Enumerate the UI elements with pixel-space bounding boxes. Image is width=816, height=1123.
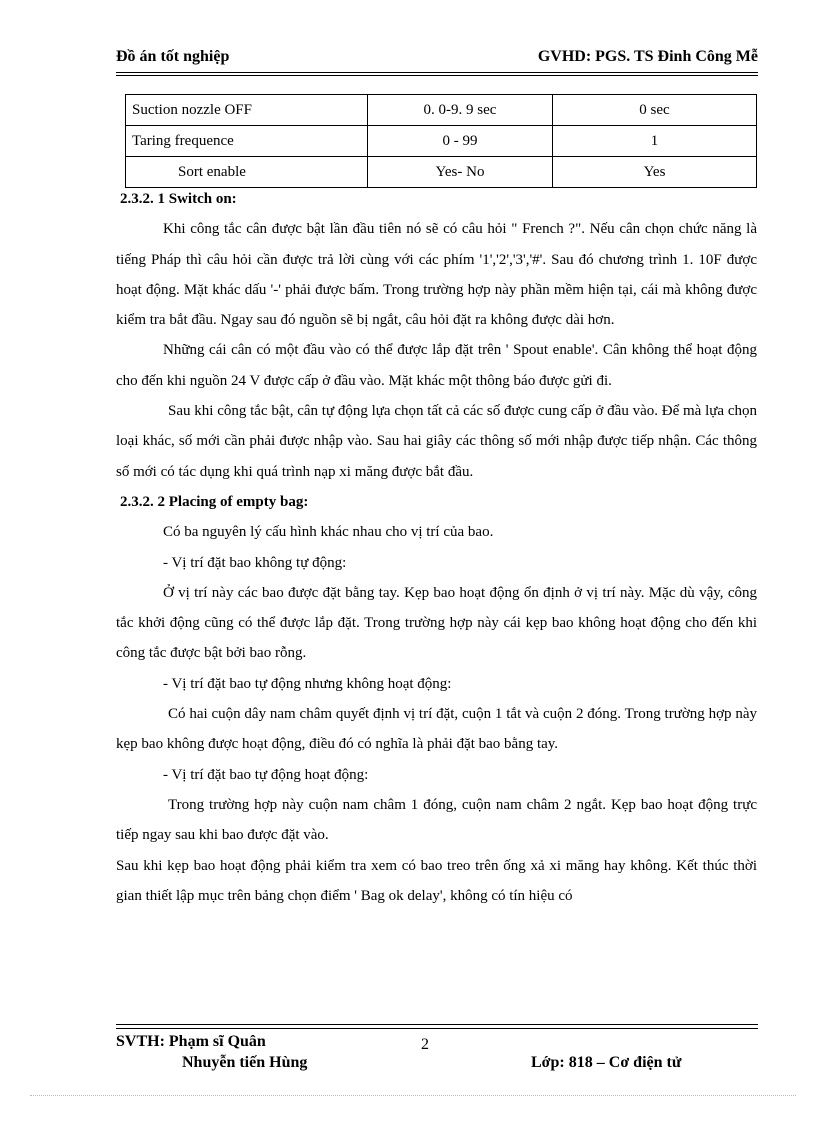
table-cell: Taring frequence xyxy=(126,126,368,157)
header-supervisor: GVHD: PGS. TS Đinh Công Mễ xyxy=(537,48,758,65)
table-row xyxy=(126,95,757,126)
paragraph: Có ba nguyên lý cấu hình khác nhau cho vị trí của bao. xyxy=(163,524,494,541)
header-rule xyxy=(116,72,758,73)
page-bottom-divider xyxy=(30,1095,796,1096)
table-cell: 0 - 99 xyxy=(368,126,553,157)
table-cell: Yes- No xyxy=(368,157,553,188)
section-heading: 2.3.2. 2 Placing of empty bag: xyxy=(120,493,309,510)
paragraph: Có hai cuộn dây nam châm quyết định vị trí đặt, cuộn 1 tắt và cuộn 2 đóng. Trong trường hợp này kẹp bao không được hoạt động, điều đó có nghĩa là phải đặt bao bằng tay. xyxy=(116,706,757,753)
table-cell: Sort enable xyxy=(126,157,368,188)
paragraph: Sau khi công tắc bật, cân tự động lựa chọn tất cả các số được cung cấp ở đầu vào. Để mà lựa chọn loại khác, số mới cần phải được nhập vào. Sau hai giây các thông số mới nhập được tiếp nhận. Các thông số mới có tác dụng khi quá trình nạp xi măng được bắt đầu. xyxy=(116,403,757,480)
header-title: Đồ án tốt nghiệp xyxy=(116,48,230,65)
paragraph: - Vị trí đặt bao tự động hoạt động: xyxy=(163,766,369,783)
paragraph: Những cái cân có một đầu vào có thể được lắp đặt trên ' Spout enable'. Cân không thể hoạt động cho đến khi nguồn 24 V được cấp ở đầu vào. Mặt khác một thông báo được gửi đi. xyxy=(116,342,757,389)
paragraph: Ở vị trí này các bao được đặt bằng tay. Kẹp bao hoạt động ổn định ở vị trí này. Mặc dù vậy, công tắc khởi động cũng có thể được lắp đặt. Trong trường hợp này cái kẹp bao không hoạt động cho đến khi công tắc được bật bởi bao rỗng. xyxy=(116,584,757,662)
footer-rule-2 xyxy=(116,1028,758,1029)
table-cell: Suction nozzle OFF xyxy=(126,95,368,126)
table-row xyxy=(126,126,757,157)
section-heading: 2.3.2. 1 Switch on: xyxy=(120,191,237,207)
class-label: Lớp: 818 – Cơ điện tử xyxy=(531,1054,682,1071)
paragraph: - Vị trí đặt bao tự động nhưng không hoạt động: xyxy=(163,675,452,692)
table-cell: 0 sec xyxy=(553,95,757,126)
paragraph: - Vị trí đặt bao không tự động: xyxy=(163,554,347,571)
table-cell: Yes xyxy=(553,157,757,188)
student-name-1: SVTH: Phạm sĩ Quân xyxy=(116,1033,266,1050)
header-rule-2 xyxy=(116,75,758,76)
footer-rule xyxy=(116,1024,758,1025)
paragraph: Trong trường hợp này cuộn nam châm 1 đóng, cuộn nam châm 2 ngắt. Kẹp bao hoạt động trực tiếp ngay sau khi bao được đặt vào. xyxy=(116,796,757,844)
student-name-2: Nhuyễn tiến Hùng xyxy=(182,1054,308,1071)
table-cell: 0. 0-9. 9 sec xyxy=(368,95,553,126)
paragraph: Sau khi kẹp bao hoạt động phải kiểm tra xem có bao treo trên ống xả xi măng hay không. Kết thúc thời gian thiết lập mục trên bảng chọn điểm ' Bag ok delay', không có tín hiệu có xyxy=(116,857,757,904)
body-text xyxy=(116,184,757,911)
page-number: 2 xyxy=(421,1036,429,1053)
parameter-table xyxy=(125,94,757,188)
paragraph: Khi công tắc cân được bật lần đầu tiên nó sẽ có câu hỏi " French ?". Nếu cân chọn chức năng là tiếng Pháp thì câu hỏi cần được trả lời cùng với các phím '1','2','3','#'. Sau đó chương trình 1. 10F được hoạt động. Mặt khác dấu '-' phải được bấm. Trong trường hợp này phần mềm hiện tại, cái mà không được kiểm tra bắt đầu. Ngay sau đó nguồn sẽ bị ngắt, câu hỏi đặt ra không được dài hơn. xyxy=(116,221,757,329)
table-row xyxy=(126,157,757,188)
table-cell: 1 xyxy=(553,126,757,157)
